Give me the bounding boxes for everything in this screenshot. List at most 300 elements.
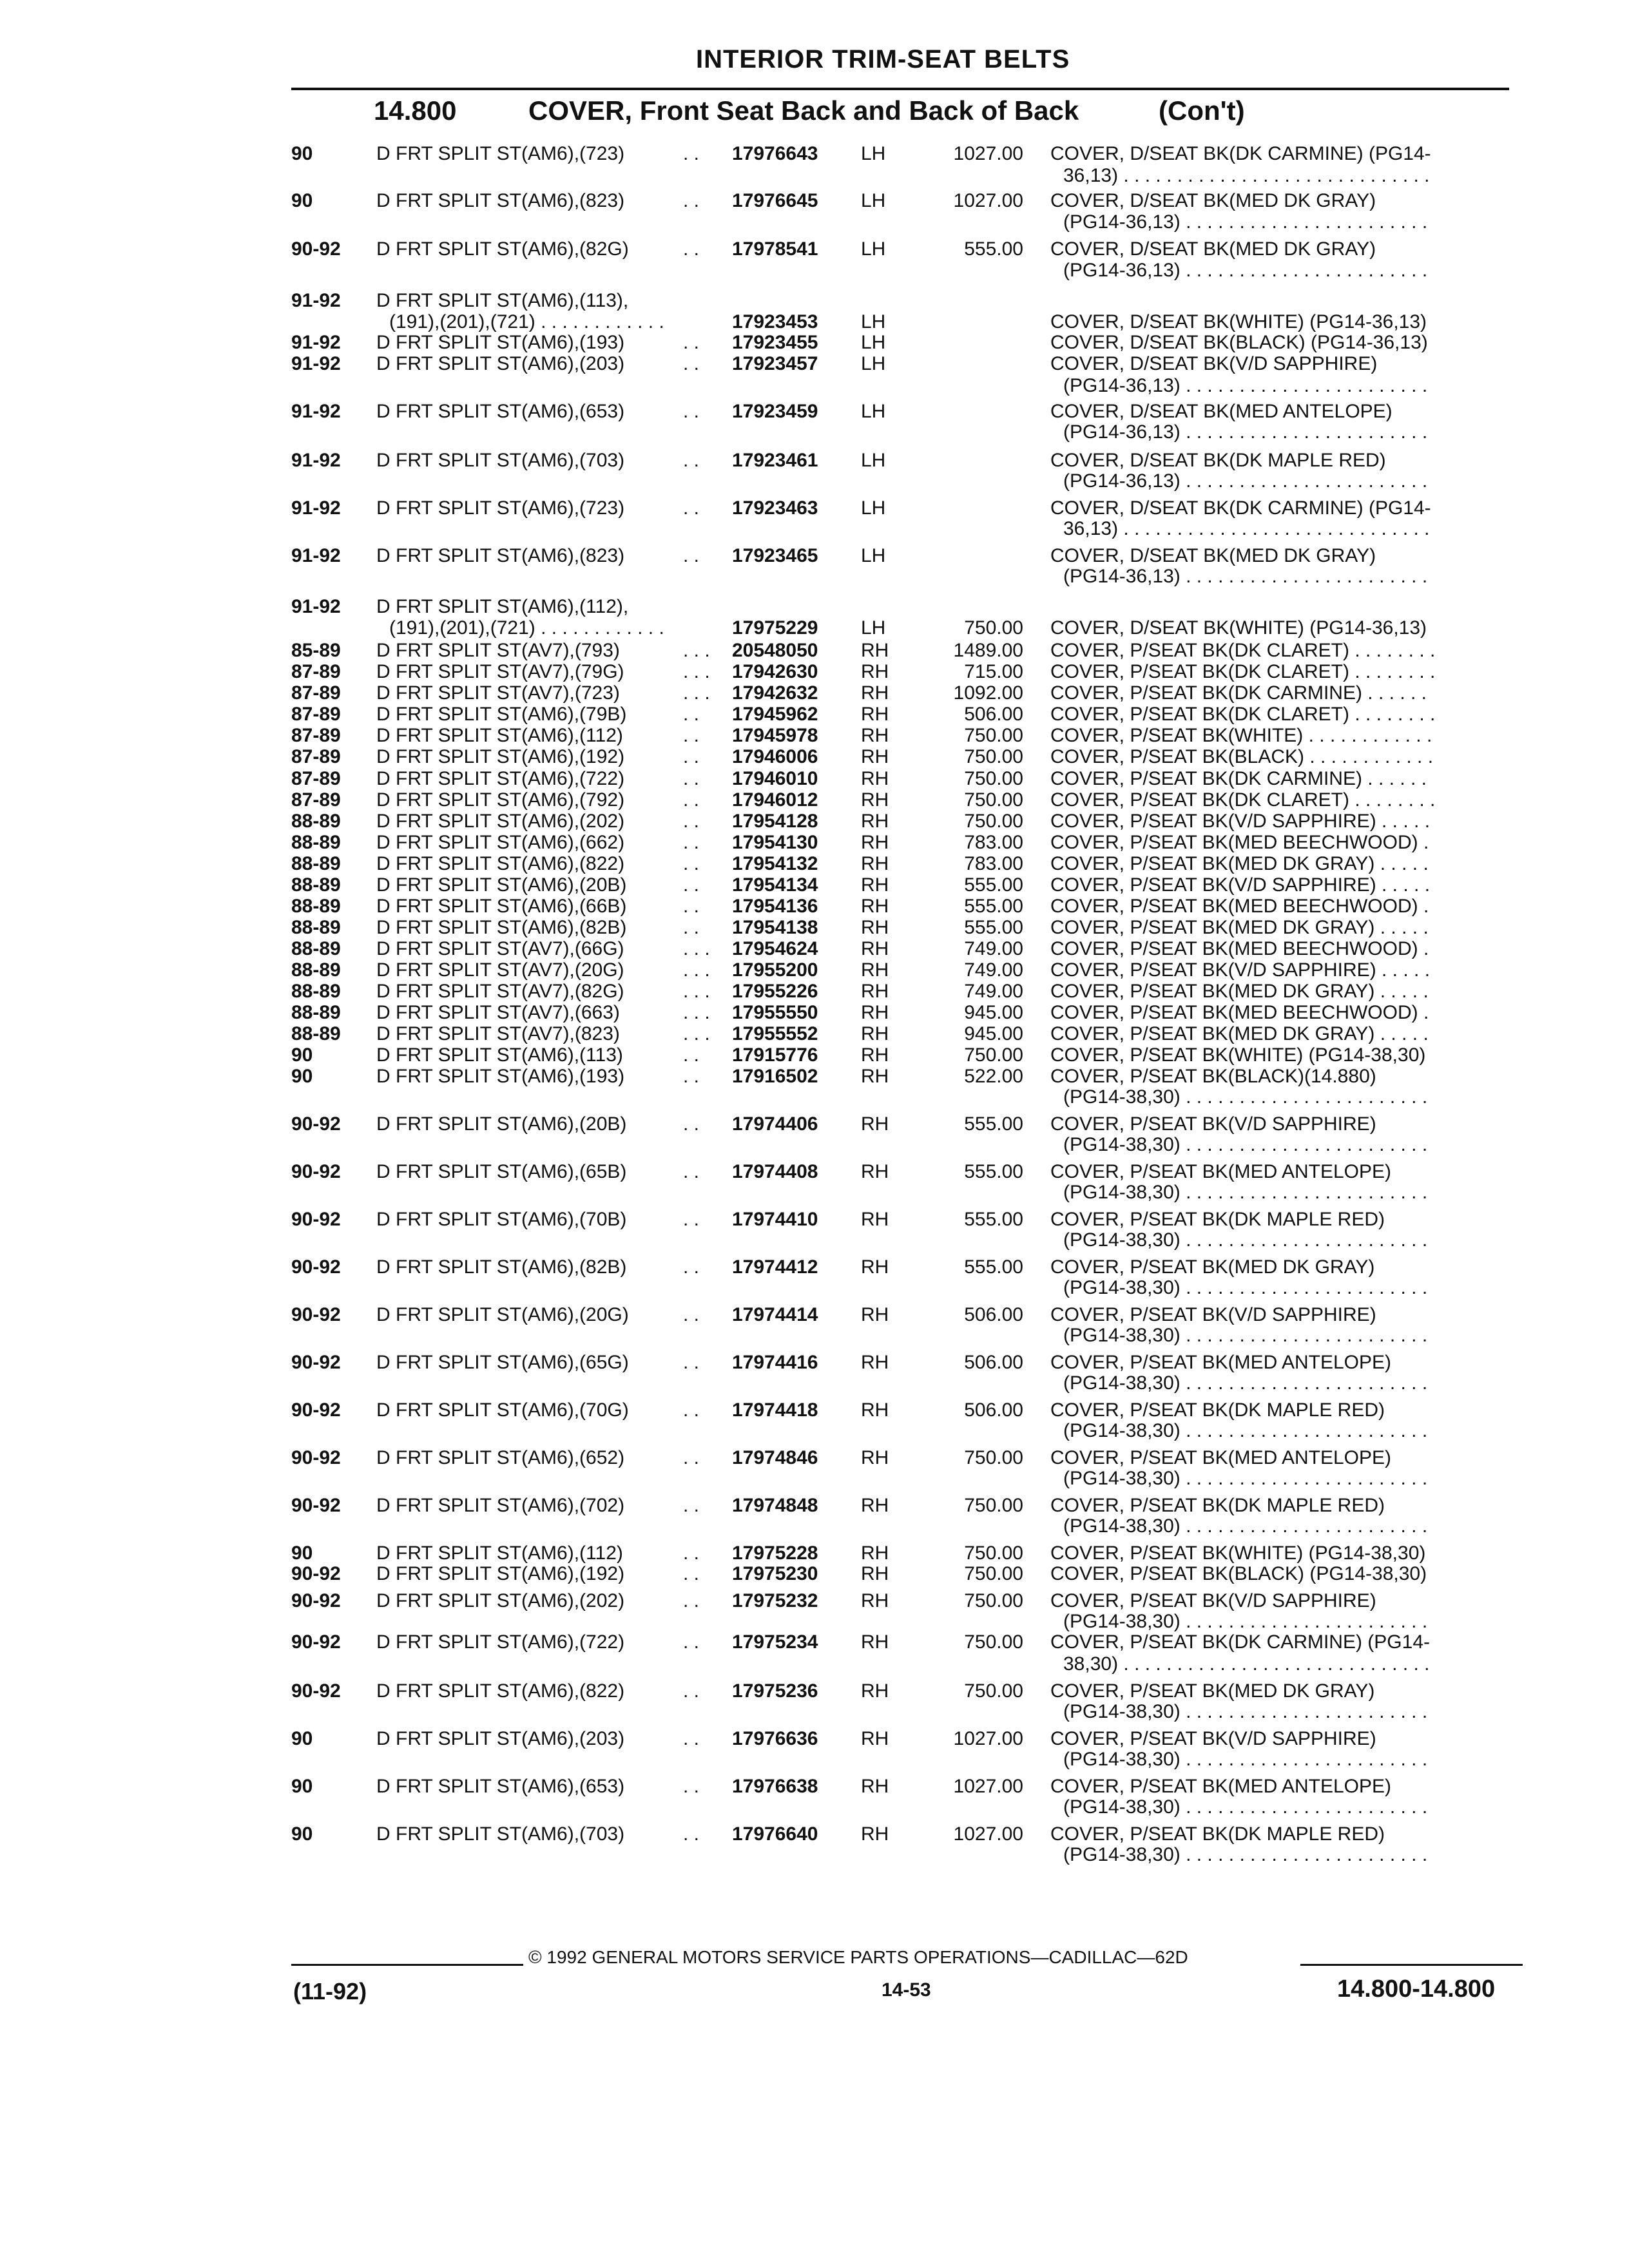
price: 555.00	[964, 917, 1023, 938]
description: D FRT SPLIT ST(AM6),(202)	[376, 811, 625, 832]
table-row-continuation	[0, 1844, 1629, 1870]
dot-leader: . .	[683, 1447, 700, 1468]
year: 90-92	[291, 1447, 341, 1468]
year: 88-89	[291, 917, 341, 938]
dot-leader: . .	[683, 1563, 700, 1584]
year: 87-89	[291, 725, 341, 746]
side: RH	[861, 1563, 889, 1584]
part-number: 17974412	[732, 1256, 818, 1278]
description: D FRT SPLIT ST(AM6),(652)	[376, 1447, 625, 1468]
dot-leader: . .	[683, 1352, 700, 1373]
item-description: COVER, P/SEAT BK(WHITE) (PG14-38,30)	[1050, 1044, 1426, 1066]
part-number: 17954130	[732, 832, 818, 853]
year: 90-92	[291, 1631, 341, 1653]
table-row-continuation	[0, 375, 1629, 401]
year: 90	[291, 1044, 313, 1066]
item-description: COVER, P/SEAT BK(V/D SAPPHIRE)	[1050, 1728, 1376, 1749]
side: LH	[861, 450, 886, 471]
table-row-continuation	[0, 566, 1629, 591]
dot-leader: . . .	[683, 1023, 710, 1044]
dot-leader: . .	[683, 1161, 700, 1182]
description: D FRT SPLIT ST(AV7),(82G)	[376, 981, 624, 1002]
item-description: COVER, D/SEAT BK(V/D SAPPHIRE)	[1050, 353, 1378, 374]
item-description-continued: 38,30) . . . . . . . . . . . . . . . . . . . . . . . . . . . . .	[1063, 1653, 1430, 1675]
price: 1489.00	[953, 640, 1023, 661]
year: 90-92	[291, 1399, 341, 1421]
description: D FRT SPLIT ST(AM6),(193)	[376, 1066, 625, 1087]
part-number: 17976640	[732, 1823, 818, 1845]
part-number: 17974846	[732, 1447, 818, 1468]
item-description: COVER, P/SEAT BK(MED ANTELOPE)	[1050, 1776, 1392, 1797]
dot-leader: . .	[683, 768, 700, 789]
side: RH	[861, 1680, 889, 1702]
item-description: COVER, P/SEAT BK(MED DK GRAY) . . . . .	[1050, 981, 1429, 1002]
part-number: 17974406	[732, 1113, 818, 1135]
description: D FRT SPLIT ST(AM6),(20B)	[376, 1113, 627, 1135]
year: 90-92	[291, 1161, 341, 1182]
dot-leader: . . .	[683, 938, 710, 959]
description: D FRT SPLIT ST(AV7),(66G)	[376, 938, 624, 959]
side: RH	[861, 1209, 889, 1230]
table-row-continuation	[0, 1372, 1629, 1398]
description: D FRT SPLIT ST(AM6),(653)	[376, 1776, 625, 1797]
price: 555.00	[964, 874, 1023, 896]
dot-leader: . .	[683, 143, 700, 164]
dot-leader: . . .	[683, 959, 710, 981]
part-number: 17955200	[732, 959, 818, 981]
item-description-continued: (PG14-38,30) . . . . . . . . . . . . . . . . . . . . . . .	[1063, 1420, 1428, 1441]
dot-leader: . .	[683, 832, 700, 853]
part-number: 17974410	[732, 1209, 818, 1230]
item-description: COVER, D/SEAT BK(DK MAPLE RED)	[1050, 450, 1386, 471]
item-description-continued: (PG14-38,30) . . . . . . . . . . . . . . . . . . . . . . .	[1063, 1277, 1428, 1298]
item-description: COVER, D/SEAT BK(DK CARMINE) (PG14-	[1050, 143, 1431, 164]
part-number: 17974414	[732, 1304, 818, 1325]
side: RH	[861, 981, 889, 1002]
description: D FRT SPLIT ST(AM6),(82B)	[376, 917, 627, 938]
section-number: 14.800	[374, 95, 457, 126]
item-description: COVER, P/SEAT BK(DK CLARET) . . . . . . . .	[1050, 704, 1436, 725]
dot-leader: . .	[683, 789, 700, 811]
item-description: COVER, D/SEAT BK(BLACK) (PG14-36,13)	[1050, 332, 1428, 353]
price: 506.00	[964, 1352, 1023, 1373]
item-description-continued: (PG14-38,30) . . . . . . . . . . . . . . . . . . . . . . .	[1063, 1229, 1428, 1251]
item-description: COVER, P/SEAT BK(MED BEECHWOOD) .	[1050, 1002, 1429, 1023]
price: 750.00	[964, 1680, 1023, 1702]
year: 90-92	[291, 1680, 341, 1702]
year: 91-92	[291, 596, 341, 617]
table-row-continuation	[0, 1468, 1629, 1494]
item-description-continued: (PG14-36,13) . . . . . . . . . . . . . . . . . . . . . . .	[1063, 566, 1428, 587]
description: D FRT SPLIT ST(AM6),(79B)	[376, 704, 627, 725]
description: D FRT SPLIT ST(AM6),(193)	[376, 332, 625, 353]
side: RH	[861, 853, 889, 874]
item-description: COVER, D/SEAT BK(MED DK GRAY)	[1050, 238, 1376, 260]
price: 555.00	[964, 1209, 1023, 1230]
year: 88-89	[291, 832, 341, 853]
year: 91-92	[291, 290, 341, 311]
price: 1092.00	[953, 682, 1023, 704]
table-row-continuation	[0, 1515, 1629, 1541]
item-description: COVER, P/SEAT BK(WHITE) (PG14-38,30)	[1050, 1542, 1426, 1564]
price: 715.00	[964, 661, 1023, 682]
item-description: COVER, D/SEAT BK(WHITE) (PG14-36,13)	[1050, 311, 1427, 332]
year: 90	[291, 1542, 313, 1564]
dot-leader: . .	[683, 238, 700, 260]
side: RH	[861, 1352, 889, 1373]
side: LH	[861, 497, 886, 519]
year: 90	[291, 190, 313, 211]
section-title: COVER, Front Seat Back and Back of Back	[528, 95, 1079, 126]
year: 90-92	[291, 1352, 341, 1373]
table-row-continuation	[0, 617, 1629, 643]
item-description-continued: (PG14-38,30) . . . . . . . . . . . . . . . . . . . . . . .	[1063, 1796, 1428, 1818]
table-row-continuation	[0, 1229, 1629, 1255]
price: 750.00	[964, 1447, 1023, 1468]
table-row-continuation	[0, 470, 1629, 496]
item-description-continued: (PG14-36,13) . . . . . . . . . . . . . . . . . . . . . . .	[1063, 211, 1428, 233]
year: 88-89	[291, 1002, 341, 1023]
dot-leader: . .	[683, 917, 700, 938]
description: D FRT SPLIT ST(AV7),(793)	[376, 640, 620, 661]
side: LH	[861, 332, 886, 353]
side: RH	[861, 704, 889, 725]
price: 750.00	[964, 1563, 1023, 1584]
price: 750.00	[964, 725, 1023, 746]
dot-leader: . .	[683, 1044, 700, 1066]
side: RH	[861, 1728, 889, 1749]
year: 88-89	[291, 938, 341, 959]
description: D FRT SPLIT ST(AM6),(202)	[376, 1590, 625, 1611]
part-number: 17975230	[732, 1563, 818, 1584]
table-row-continuation	[0, 1277, 1629, 1303]
table-row-continuation	[0, 1701, 1629, 1727]
year: 90	[291, 1776, 313, 1797]
item-description: COVER, P/SEAT BK(V/D SAPPHIRE) . . . . .	[1050, 811, 1431, 832]
item-description: COVER, P/SEAT BK(MED DK GRAY) . . . . .	[1050, 1023, 1429, 1044]
part-number: 17923453	[732, 311, 818, 332]
year: 90	[291, 1728, 313, 1749]
description: D FRT SPLIT ST(AM6),(203)	[376, 353, 625, 374]
side: RH	[861, 1161, 889, 1182]
side: RH	[861, 1002, 889, 1023]
side: LH	[861, 143, 886, 164]
price: 750.00	[964, 1590, 1023, 1611]
part-number: 17976645	[732, 190, 818, 211]
item-description-continued: (PG14-36,13) . . . . . . . . . . . . . . . . . . . . . . .	[1063, 260, 1428, 281]
side: RH	[861, 1044, 889, 1066]
price: 749.00	[964, 938, 1023, 959]
part-number: 17915776	[732, 1044, 818, 1066]
price: 555.00	[964, 1113, 1023, 1135]
description: D FRT SPLIT ST(AM6),(20G)	[376, 1304, 629, 1325]
side: RH	[861, 1447, 889, 1468]
table-row-continuation	[0, 1134, 1629, 1160]
part-number: 17955226	[732, 981, 818, 1002]
side: RH	[861, 896, 889, 917]
part-number: 17946010	[732, 768, 818, 789]
dot-leader: . .	[683, 704, 700, 725]
side: RH	[861, 725, 889, 746]
footer-copyright: © 1992 GENERAL MOTORS SERVICE PARTS OPERATIONS—CADILLAC—62D	[528, 1947, 1188, 1967]
description: D FRT SPLIT ST(AM6),(20B)	[376, 874, 627, 896]
footer-section-range: 14.800-14.800	[1337, 1975, 1496, 2003]
year: 91-92	[291, 332, 341, 353]
part-number: 17945962	[732, 704, 818, 725]
side: RH	[861, 1304, 889, 1325]
table-row-continuation	[0, 421, 1629, 447]
part-number: 17974416	[732, 1352, 818, 1373]
dot-leader: . .	[683, 1728, 700, 1749]
description: D FRT SPLIT ST(AM6),(65G)	[376, 1352, 629, 1373]
dot-leader: . . .	[683, 661, 710, 682]
dot-leader: . .	[683, 811, 700, 832]
year: 90	[291, 1066, 313, 1087]
footer-rule-right	[1300, 1964, 1523, 1966]
side: RH	[861, 959, 889, 981]
table-row	[0, 1563, 1629, 1589]
dot-leader: . .	[683, 1631, 700, 1653]
price: 749.00	[964, 981, 1023, 1002]
item-description-continued: (PG14-38,30) . . . . . . . . . . . . . . . . . . . . . . .	[1063, 1372, 1428, 1394]
year: 91-92	[291, 401, 341, 422]
item-description-continued: (PG14-38,30) . . . . . . . . . . . . . . . . . . . . . . .	[1063, 1182, 1428, 1203]
description: D FRT SPLIT ST(AM6),(702)	[376, 1495, 625, 1516]
price: 945.00	[964, 1023, 1023, 1044]
price: 750.00	[964, 1495, 1023, 1516]
item-description-continued: (PG14-36,13) . . . . . . . . . . . . . . . . . . . . . . .	[1063, 470, 1428, 492]
price: 749.00	[964, 959, 1023, 981]
item-description: COVER, D/SEAT BK(DK CARMINE) (PG14-	[1050, 497, 1431, 519]
item-description: COVER, P/SEAT BK(BLACK) (PG14-38,30)	[1050, 1563, 1427, 1584]
description: D FRT SPLIT ST(AV7),(723)	[376, 682, 620, 704]
item-description: COVER, P/SEAT BK(MED DK GRAY) . . . . .	[1050, 917, 1429, 938]
side: RH	[861, 938, 889, 959]
item-description: COVER, P/SEAT BK(WHITE) . . . . . . . . . . . .	[1050, 725, 1432, 746]
table-row-continuation	[0, 1086, 1629, 1112]
year: 88-89	[291, 811, 341, 832]
side: LH	[861, 401, 886, 422]
table-row-continuation	[0, 260, 1629, 285]
description: D FRT SPLIT ST(AM6),(823)	[376, 190, 625, 211]
description: D FRT SPLIT ST(AM6),(192)	[376, 746, 625, 767]
year: 88-89	[291, 959, 341, 981]
description: D FRT SPLIT ST(AV7),(20G)	[376, 959, 624, 981]
dot-leader: . .	[683, 190, 700, 211]
dot-leader: . .	[683, 1776, 700, 1797]
year: 90-92	[291, 238, 341, 260]
item-description: COVER, P/SEAT BK(V/D SAPPHIRE) . . . . .	[1050, 959, 1431, 981]
dot-leader: . . .	[683, 682, 710, 704]
item-description: COVER, P/SEAT BK(V/D SAPPHIRE)	[1050, 1590, 1376, 1611]
price: 750.00	[964, 768, 1023, 789]
item-description-continued: (PG14-38,30) . . . . . . . . . . . . . . . . . . . . . . .	[1063, 1086, 1428, 1108]
description: D FRT SPLIT ST(AM6),(703)	[376, 450, 625, 471]
year: 90-92	[291, 1563, 341, 1584]
side: RH	[861, 811, 889, 832]
year: 87-89	[291, 661, 341, 682]
item-description: COVER, P/SEAT BK(DK MAPLE RED)	[1050, 1209, 1385, 1230]
item-description: COVER, P/SEAT BK(MED ANTELOPE)	[1050, 1352, 1392, 1373]
side: RH	[861, 1256, 889, 1278]
side: LH	[861, 190, 886, 211]
item-description: COVER, P/SEAT BK(DK MAPLE RED)	[1050, 1823, 1385, 1845]
description: D FRT SPLIT ST(AM6),(662)	[376, 832, 625, 853]
year: 87-89	[291, 746, 341, 767]
dot-leader: . .	[683, 1680, 700, 1702]
part-number: 17923459	[732, 401, 818, 422]
item-description: COVER, P/SEAT BK(DK CARMINE) . . . . . .	[1050, 682, 1427, 704]
table-row-continuation	[0, 211, 1629, 237]
footer-rule-left	[291, 1964, 523, 1966]
description: D FRT SPLIT ST(AM6),(722)	[376, 768, 625, 789]
price: 1027.00	[953, 190, 1023, 211]
description-continued: (191),(201),(721) . . . . . . . . . . . .	[389, 617, 664, 639]
dot-leader: . .	[683, 1113, 700, 1135]
dot-leader: . .	[683, 401, 700, 422]
dot-leader: . .	[683, 545, 700, 566]
price: 1027.00	[953, 1728, 1023, 1749]
table-row-continuation	[0, 518, 1629, 544]
item-description: COVER, P/SEAT BK(V/D SAPPHIRE)	[1050, 1113, 1376, 1135]
part-number: 17978541	[732, 238, 818, 260]
price: 750.00	[964, 1631, 1023, 1653]
description: D FRT SPLIT ST(AM6),(65B)	[376, 1161, 627, 1182]
price: 555.00	[964, 1161, 1023, 1182]
item-description: COVER, P/SEAT BK(MED DK GRAY)	[1050, 1680, 1375, 1702]
item-description: COVER, P/SEAT BK(BLACK) . . . . . . . . . . . .	[1050, 746, 1434, 767]
year: 88-89	[291, 896, 341, 917]
item-description: COVER, P/SEAT BK(MED BEECHWOOD) .	[1050, 832, 1429, 853]
part-number: 17954136	[732, 896, 818, 917]
price: 750.00	[964, 811, 1023, 832]
description: D FRT SPLIT ST(AM6),(192)	[376, 1563, 625, 1584]
price: 506.00	[964, 704, 1023, 725]
part-number: 17954624	[732, 938, 818, 959]
dot-leader: . .	[683, 874, 700, 896]
description: D FRT SPLIT ST(AV7),(79G)	[376, 661, 624, 682]
description: D FRT SPLIT ST(AV7),(823)	[376, 1023, 620, 1044]
price: 750.00	[964, 1044, 1023, 1066]
item-description: COVER, P/SEAT BK(MED DK GRAY) . . . . .	[1050, 853, 1429, 874]
part-number: 17976643	[732, 143, 818, 164]
part-number: 17976636	[732, 1728, 818, 1749]
item-description-continued: (PG14-38,30) . . . . . . . . . . . . . . . . . . . . . . .	[1063, 1611, 1428, 1632]
description: D FRT SPLIT ST(AM6),(703)	[376, 1823, 625, 1845]
side: RH	[861, 682, 889, 704]
year: 87-89	[291, 768, 341, 789]
part-number: 17923457	[732, 353, 818, 374]
side: RH	[861, 746, 889, 767]
part-number: 17923455	[732, 332, 818, 353]
description: D FRT SPLIT ST(AM6),(112)	[376, 1542, 623, 1564]
year: 91-92	[291, 353, 341, 374]
description: D FRT SPLIT ST(AM6),(792)	[376, 789, 625, 811]
section-continued: (Con't)	[1159, 95, 1245, 126]
side: RH	[861, 874, 889, 896]
year: 90-92	[291, 1590, 341, 1611]
side: RH	[861, 661, 889, 682]
description: D FRT SPLIT ST(AM6),(722)	[376, 1631, 625, 1653]
part-number: 17954138	[732, 917, 818, 938]
side: RH	[861, 1495, 889, 1516]
item-description-continued: (PG14-36,13) . . . . . . . . . . . . . . . . . . . . . . .	[1063, 421, 1428, 443]
year: 88-89	[291, 853, 341, 874]
description: D FRT SPLIT ST(AM6),(70B)	[376, 1209, 627, 1230]
part-number: 17923463	[732, 497, 818, 519]
table-row-continuation	[0, 1420, 1629, 1446]
price: 555.00	[964, 1256, 1023, 1278]
item-description-continued: 36,13) . . . . . . . . . . . . . . . . . . . . . . . . . . . . .	[1063, 165, 1430, 186]
item-description: COVER, P/SEAT BK(DK CARMINE) (PG14-	[1050, 1631, 1430, 1653]
part-number: 17923461	[732, 450, 818, 471]
description: D FRT SPLIT ST(AM6),(112),	[376, 596, 629, 617]
price: 750.00	[964, 1542, 1023, 1564]
dot-leader: . .	[683, 1823, 700, 1845]
description: D FRT SPLIT ST(AM6),(82G)	[376, 238, 629, 260]
description: D FRT SPLIT ST(AM6),(113)	[376, 1044, 623, 1066]
price: 750.00	[964, 789, 1023, 811]
description: D FRT SPLIT ST(AM6),(112)	[376, 725, 623, 746]
year: 90-92	[291, 1256, 341, 1278]
price: 506.00	[964, 1304, 1023, 1325]
description: D FRT SPLIT ST(AM6),(822)	[376, 853, 625, 874]
dot-leader: . .	[683, 1399, 700, 1421]
year: 91-92	[291, 545, 341, 566]
year: 90-92	[291, 1304, 341, 1325]
table-row-continuation	[0, 1182, 1629, 1207]
part-number: 17975236	[732, 1680, 818, 1702]
part-number: 17975229	[732, 617, 818, 639]
part-number: 17946006	[732, 746, 818, 767]
page-header-title: INTERIOR TRIM-SEAT BELTS	[696, 45, 1070, 73]
item-description-continued: (PG14-36,13) . . . . . . . . . . . . . . . . . . . . . . .	[1063, 375, 1428, 396]
side: RH	[861, 1631, 889, 1653]
part-number: 17923465	[732, 545, 818, 566]
item-description: COVER, P/SEAT BK(MED DK GRAY)	[1050, 1256, 1375, 1278]
item-description: COVER, P/SEAT BK(DK CARMINE) . . . . . .	[1050, 768, 1427, 789]
side: RH	[861, 1776, 889, 1797]
item-description: COVER, P/SEAT BK(MED ANTELOPE)	[1050, 1447, 1392, 1468]
side: RH	[861, 1113, 889, 1135]
item-description: COVER, P/SEAT BK(DK MAPLE RED)	[1050, 1495, 1385, 1516]
item-description: COVER, P/SEAT BK(MED BEECHWOOD) .	[1050, 896, 1429, 917]
dot-leader: . . .	[683, 640, 710, 661]
price: 522.00	[964, 1066, 1023, 1087]
part-number: 17954128	[732, 811, 818, 832]
price: 1027.00	[953, 1823, 1023, 1845]
side: RH	[861, 1542, 889, 1564]
side: LH	[861, 545, 886, 566]
year: 90-92	[291, 1113, 341, 1135]
year: 87-89	[291, 682, 341, 704]
dot-leader: . . .	[683, 981, 710, 1002]
item-description: COVER, D/SEAT BK(MED DK GRAY)	[1050, 190, 1376, 211]
item-description: COVER, D/SEAT BK(MED ANTELOPE)	[1050, 401, 1393, 422]
item-description: COVER, P/SEAT BK(MED ANTELOPE)	[1050, 1161, 1392, 1182]
part-number: 17942632	[732, 682, 818, 704]
year: 85-89	[291, 640, 341, 661]
item-description-continued: (PG14-38,30) . . . . . . . . . . . . . . . . . . . . . . .	[1063, 1749, 1428, 1770]
item-description-continued: (PG14-38,30) . . . . . . . . . . . . . . . . . . . . . . .	[1063, 1515, 1428, 1537]
item-description: COVER, P/SEAT BK(DK CLARET) . . . . . . . .	[1050, 640, 1436, 661]
item-description: COVER, P/SEAT BK(DK CLARET) . . . . . . . .	[1050, 789, 1436, 811]
side: RH	[861, 917, 889, 938]
table-row-continuation	[0, 1653, 1629, 1679]
item-description: COVER, P/SEAT BK(DK CLARET) . . . . . . . .	[1050, 661, 1436, 682]
dot-leader: . .	[683, 450, 700, 471]
part-number: 17955552	[732, 1023, 818, 1044]
